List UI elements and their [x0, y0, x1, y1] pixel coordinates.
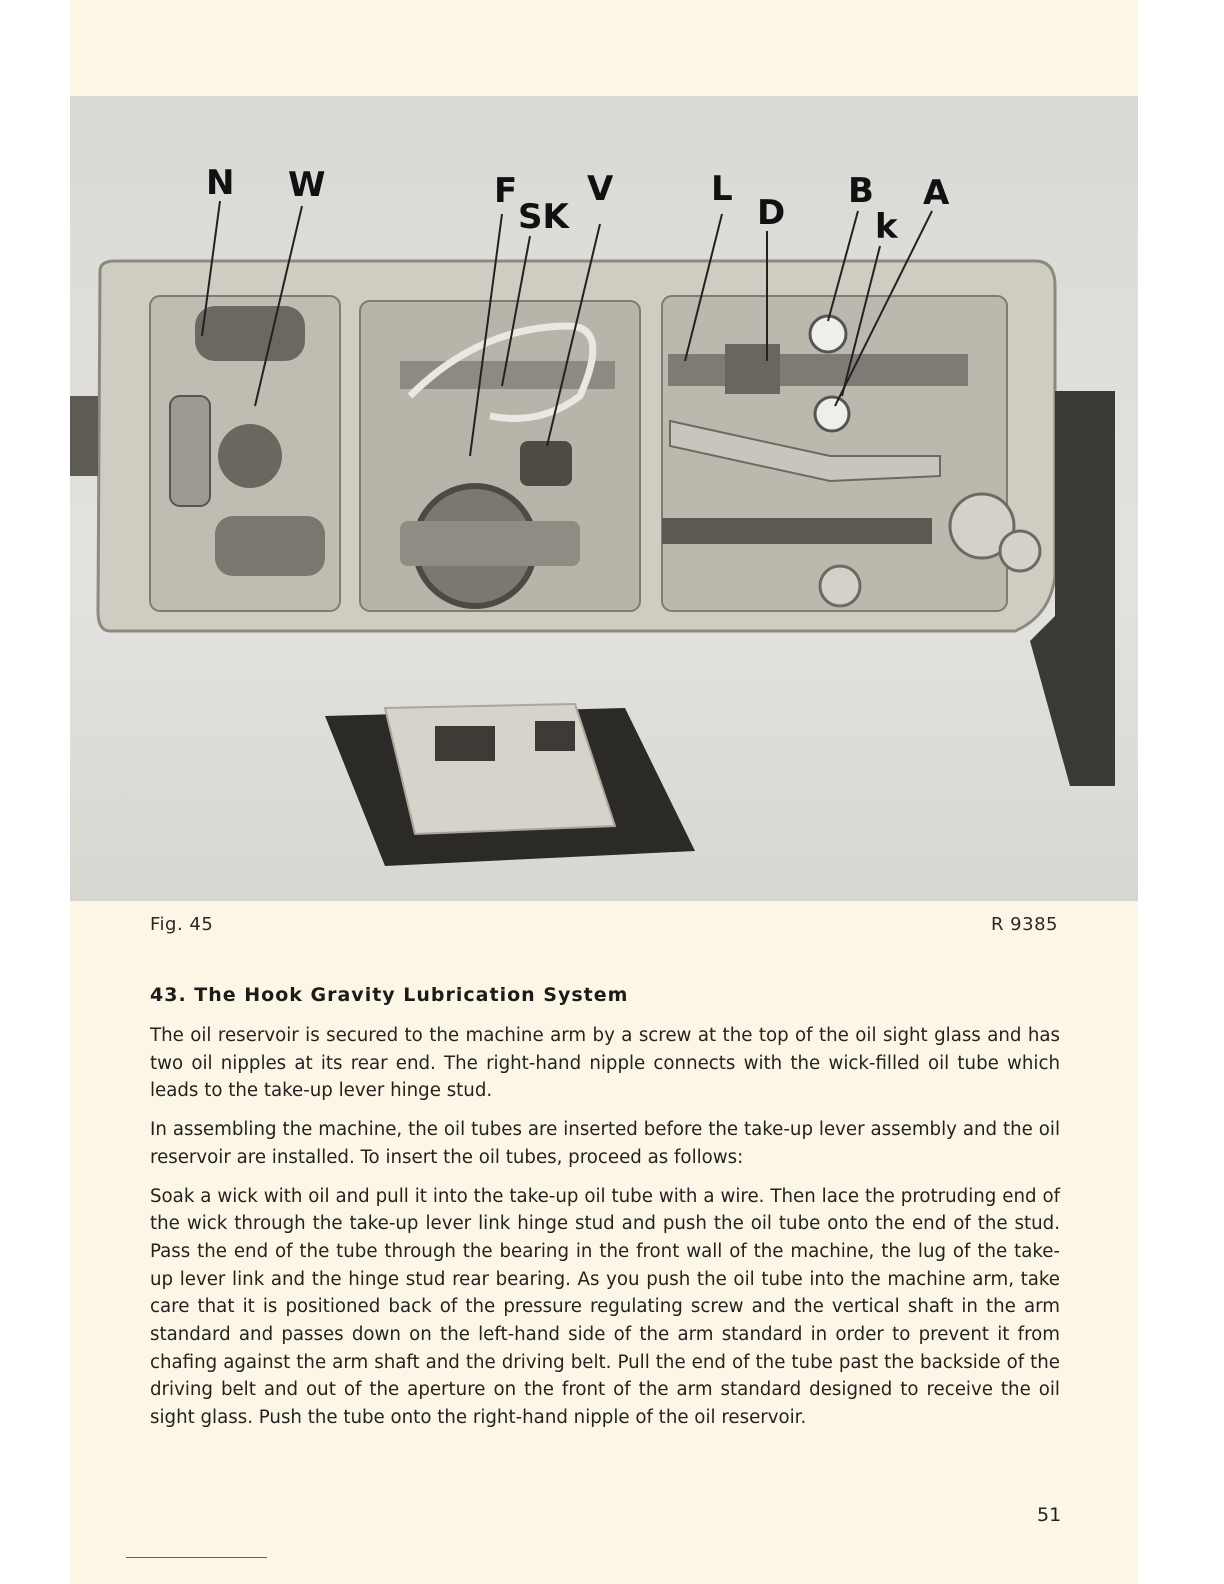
- lower-shaft-middle: [400, 521, 580, 566]
- oil-felt-pad: [385, 704, 615, 834]
- felt-cutout-right: [535, 721, 575, 751]
- callout-D: D: [757, 193, 786, 233]
- figure-reference: R 9385: [990, 914, 1058, 935]
- handwheel-stub: [70, 396, 98, 476]
- callout-k: k: [875, 207, 898, 247]
- main-shaft: [668, 354, 968, 386]
- callout-SK: SK: [518, 197, 569, 237]
- hook-base: [170, 396, 210, 506]
- section-body: [150, 1022, 1060, 1443]
- oil-wick-cup-a: [815, 397, 849, 431]
- figure-label: Fig. 45: [150, 914, 214, 935]
- callout-F: F: [494, 171, 518, 211]
- oil-cup: [520, 441, 572, 486]
- callout-V: V: [587, 169, 614, 209]
- page-number: 51: [1037, 1504, 1062, 1526]
- paragraph-3: Soak a wick with oil and pull it into the take-up oil tube with a wire. Then lace the protruding end of the wick through the take-up lever link hinge stud and push the oil tube onto the end of the stud. Pass the end of the tube through the bearing in the front wall of the machine, the lug of the take-up lever link and the hinge stud rear bearing. As you push the oil tube into the machine arm, take care that it is positioned back of the pressure regulating screw and the vertical shaft in the arm standard and passes down on the left-hand side of the arm standard in order to prevent it from chafing against the arm shaft and the driving belt. Pull the end of the tube past the backside of the driving belt and out of the aperture on the front of the arm standard designed to receive the oil sight glass. Push the tube onto the right-hand nipple of the oil reservoir.: [150, 1185, 1060, 1429]
- lower-shaft-right: [662, 518, 932, 544]
- callout-W: W: [288, 165, 326, 205]
- paragraph-2: In assembling the machine, the oil tubes are inserted before the take-up lever assembly and the oil reservoir are installed. To insert the oil tubes, proceed as follows:: [150, 1119, 1060, 1168]
- section-heading: 43. The Hook Gravity Lubrication System: [150, 984, 629, 1006]
- felt-cutout-left: [435, 726, 495, 761]
- pivot-screw: [1000, 531, 1040, 571]
- callout-L: L: [711, 169, 733, 209]
- callout-B: B: [848, 171, 874, 211]
- machine-illustration: [70, 96, 1138, 901]
- machine-underside-photo: [70, 96, 1138, 901]
- hex-screw: [820, 566, 860, 606]
- oil-wick-cup-b: [810, 316, 846, 352]
- feed-gear-left: [218, 424, 282, 488]
- hook-body: [195, 306, 305, 361]
- link-underline: [126, 1557, 267, 1558]
- callout-N: N: [206, 163, 235, 203]
- feed-spring: [725, 344, 780, 394]
- bobbin-stack: [215, 516, 325, 576]
- paragraph-1: The oil reservoir is secured to the machine arm by a screw at the top of the oil sight glass and has two oil nipples at its rear end. The right-hand nipple connects with the wick-filled oil tube which leads to the take-up lever hinge stud.: [150, 1025, 1060, 1102]
- callout-A: A: [923, 173, 950, 213]
